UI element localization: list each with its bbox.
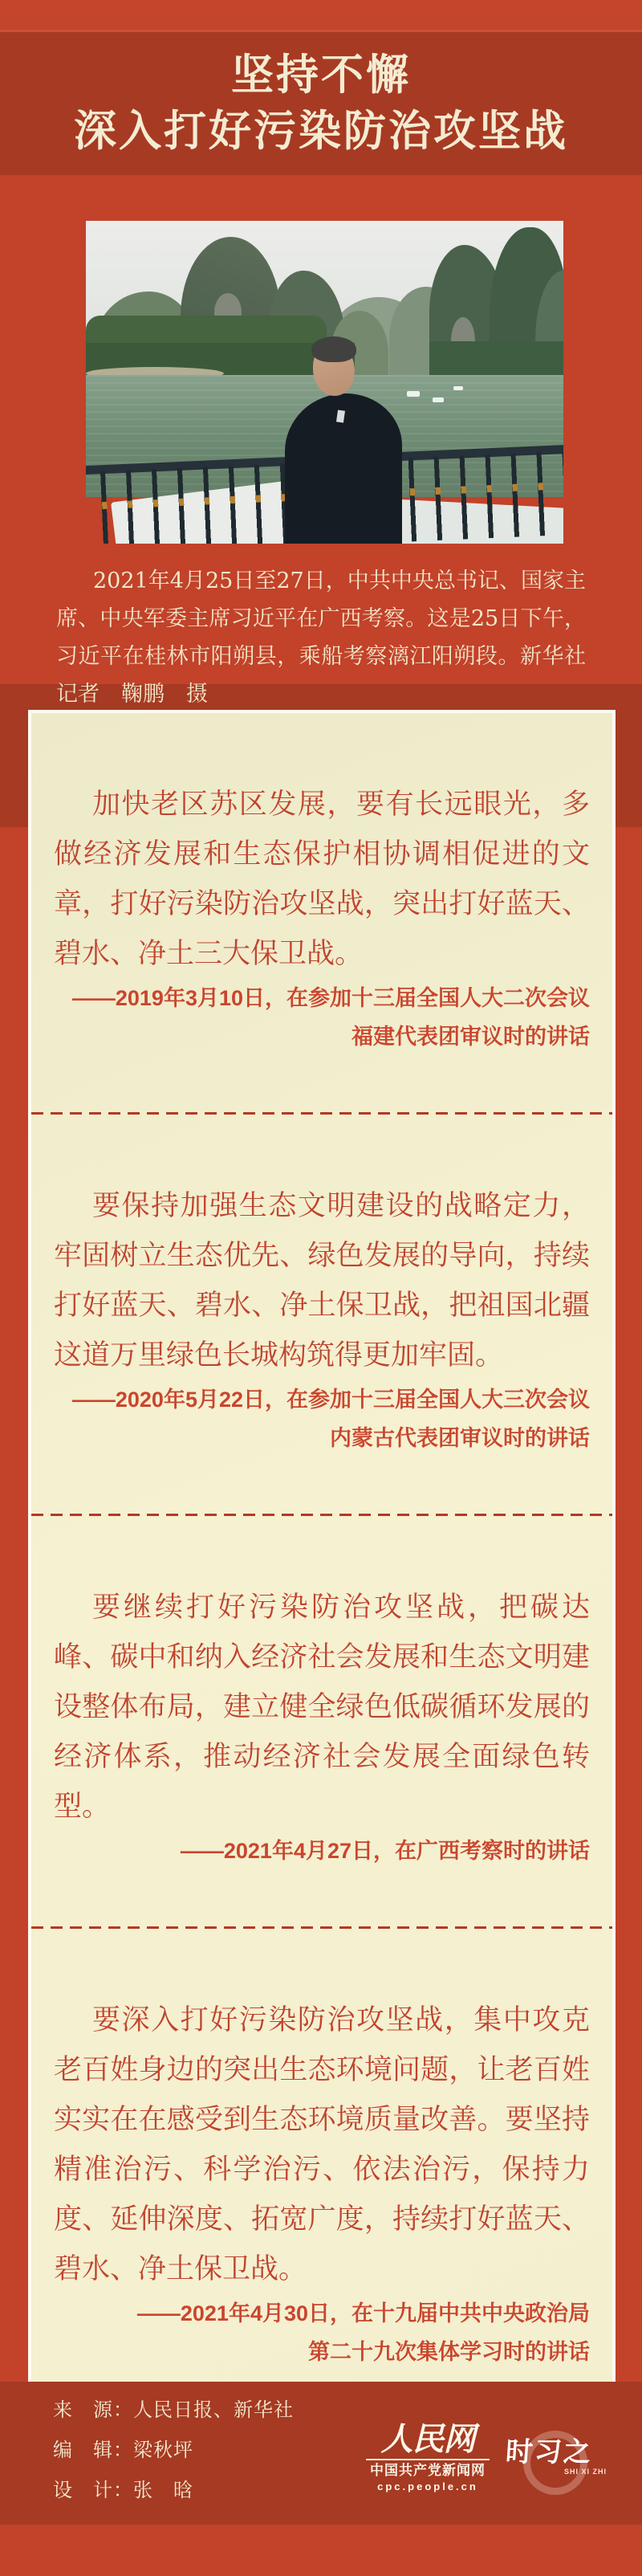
quote-section-4: [31, 1929, 612, 2427]
photo-boat: [407, 391, 420, 397]
quote-attribution: [54, 1380, 590, 1457]
credits: [53, 2390, 294, 2510]
shixizhi-wordmark: 时习之: [504, 2437, 594, 2468]
quote-attribution: [54, 2294, 590, 2371]
photo-boat: [433, 397, 444, 402]
quote-text: 加快老区苏区发展，要有长远眼光，多做经济发展和生态保护相协调相促进的文章，打好污染防治攻坚战，突出打好蓝天、碧水、净土三大保卫战。: [54, 789, 590, 970]
attribution-line: 福建代表团审议时的讲话: [351, 1025, 590, 1049]
shixizhi-pinyin: SHI XI ZHI: [563, 2468, 607, 2476]
attribution-line: 内蒙古代表团审议时的讲话: [330, 1426, 590, 1450]
peoples-daily-online-logo: [363, 2422, 493, 2494]
cpc-news-url: cpc.people.cn: [377, 2480, 478, 2492]
quote-text: 要继续打好污染防治攻坚战，把碳达峰、碳中和纳入经济社会发展和生态文明建设整体布局，建立健全绿色低碳循环发展的经济体系，推动经济社会发展全面绿色转型。: [54, 1592, 590, 1823]
quote-text: 要深入打好污染防治攻坚战，集中攻克老百姓身边的突出生态环境问题，让老百姓实实在在感受到生态环境质量改善。要坚持精准治污、科学治污、依法治污，保持力度、延伸深度、拓宽广度，持续打好蓝天、碧水、净土保卫战。: [54, 2004, 590, 2285]
attribution-line: 第二十九次集体学习时的讲话: [308, 2340, 590, 2364]
photo-person-hair: [311, 336, 356, 362]
page-title-line2: 深入打好污染防治攻坚战: [74, 106, 568, 156]
quote-section-3: [31, 1516, 612, 1926]
footer: [0, 2382, 642, 2525]
photo-caption: 2021年4月25日至27日，中共中央总书记、国家主席、中央军委主席习近平在广西考察。这是25日下午，习近平在桂林市阳朔县，乘船考察漓江阳朔段。新华社记者 鞠鹏 摄: [56, 569, 586, 707]
quote-attribution: [54, 979, 590, 1056]
attribution-line: ——2021年4月27日，在广西考察时的讲话: [180, 1839, 590, 1863]
attribution-line: ——2020年5月22日，在参加十三届全国人大三次会议: [71, 1388, 590, 1412]
header: [0, 32, 642, 175]
credit-editor: 编 辑：梁秋坪: [53, 2439, 193, 2461]
shixizhi-logo: [506, 2430, 610, 2476]
quotes-card: [28, 710, 616, 2431]
photo-tree-band-right: [429, 341, 563, 378]
attribution-line: ——2019年3月10日，在参加十三届全国人大二次会议: [71, 986, 590, 1010]
hero-section: [0, 175, 642, 707]
cpc-news-site-name: 中国共产党新闻网: [370, 2463, 486, 2478]
quote-attribution: [54, 1832, 590, 1870]
photo-xi-li-river: [86, 221, 563, 544]
credit-source: 来 源：人民日报、新华社: [53, 2399, 294, 2421]
peoples-daily-script-wordmark: 人民网: [380, 2420, 475, 2458]
quote-text: 要保持加强生态文明建设的战略定力，牢固树立生态优先、绿色发展的导向，持续打好蓝天、碧水、净土保卫战，把祖国北疆这道万里绿色长城构筑得更加牢固。: [54, 1190, 590, 1372]
top-accent-strip: [0, 0, 642, 32]
peoples-daily-divider-line: [366, 2459, 490, 2460]
quote-section-1: [31, 713, 612, 1112]
quote-section-2: [31, 1115, 612, 1514]
page-title-line1: 坚持不懈: [231, 50, 411, 100]
photo-boat: [453, 386, 463, 390]
attribution-line: ——2021年4月30日，在十九届中共中央政治局: [136, 2301, 590, 2325]
credit-designer: 设 计：张 晗: [53, 2479, 193, 2501]
